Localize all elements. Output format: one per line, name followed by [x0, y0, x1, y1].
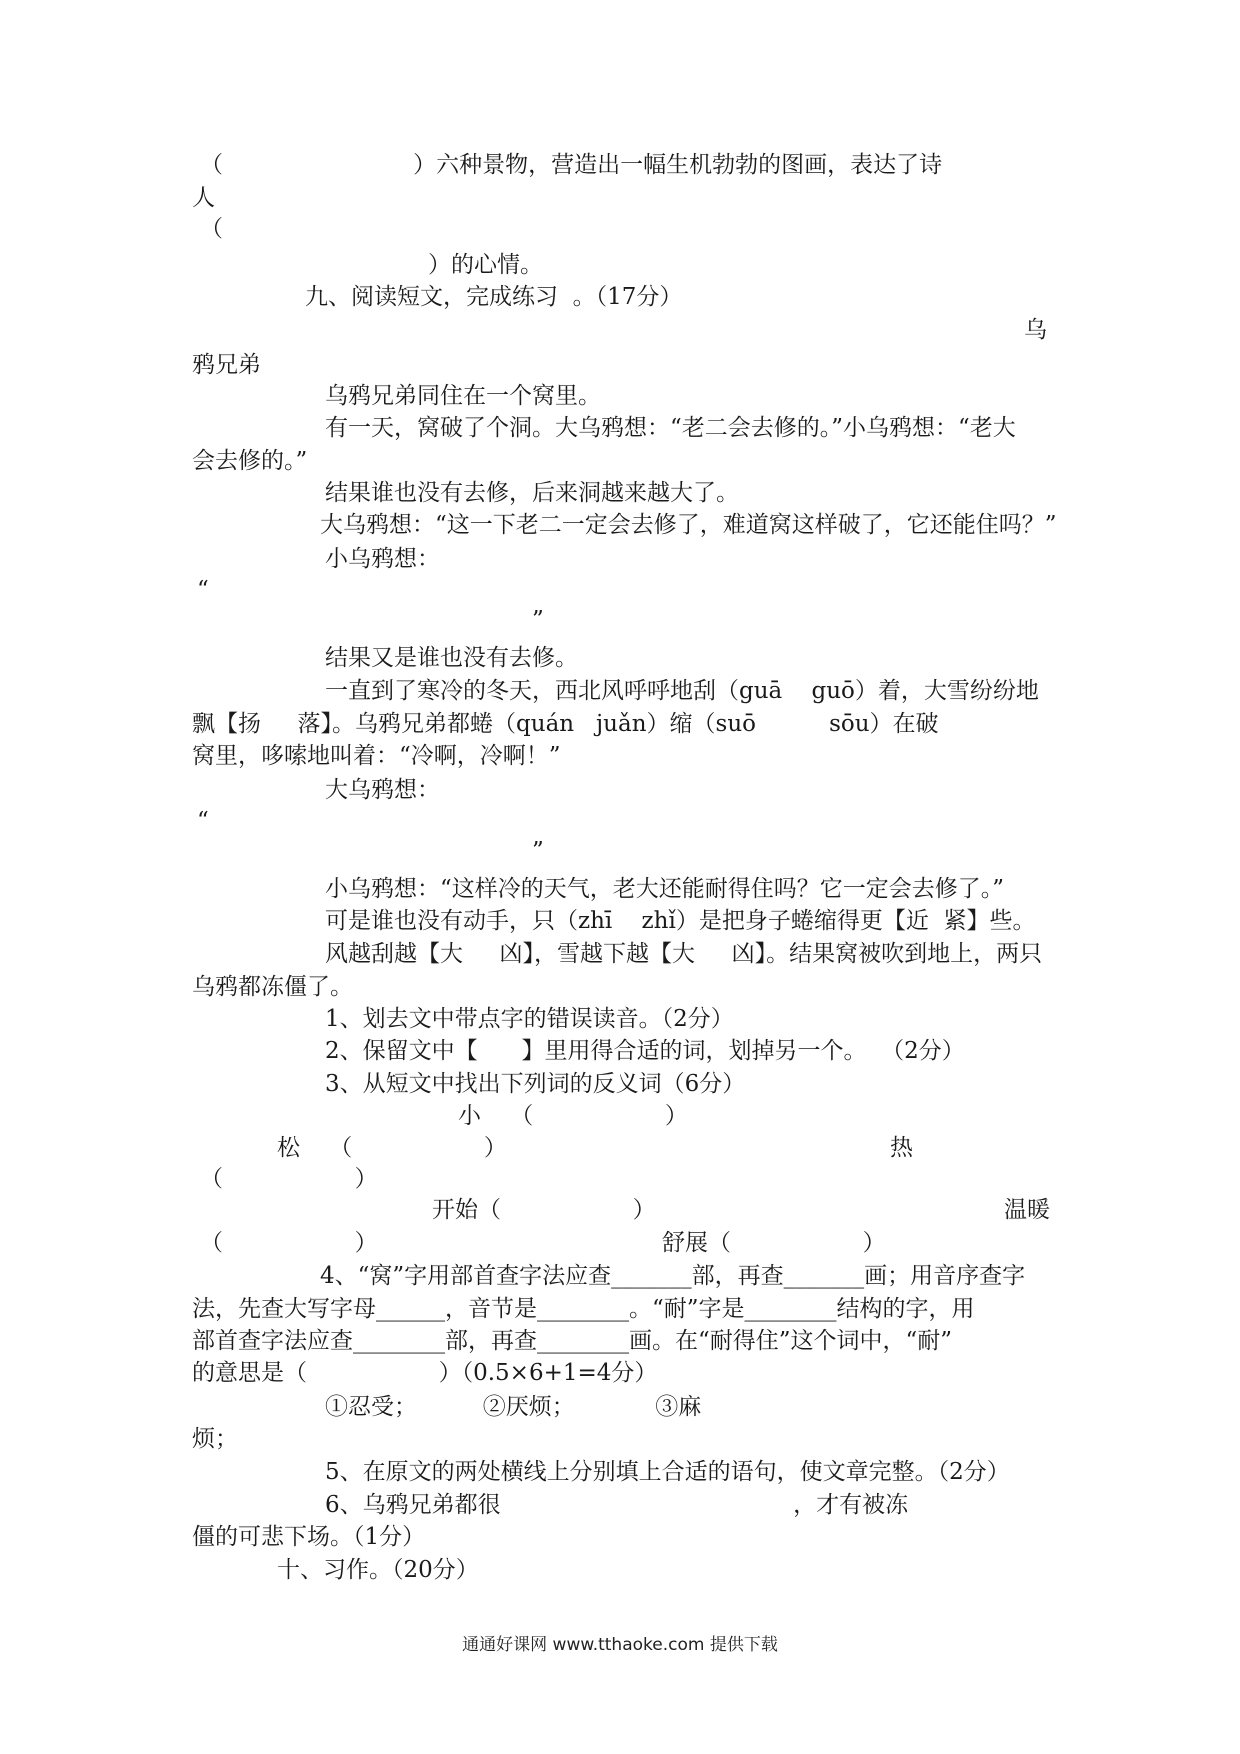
antonym-item: 松 （ ）	[277, 1135, 507, 1161]
antonym-item: 舒展（ ）	[662, 1230, 886, 1256]
story-paragraph: 小乌鸦想：	[325, 546, 440, 572]
text-line: ）的心情。	[428, 252, 543, 278]
question-4-options: ①忍受； ②厌烦； ③麻	[325, 1394, 702, 1420]
blank-open-quote: “	[197, 808, 209, 834]
story-paragraph: 可是谁也没有动手，只（zhī zhǐ）是把身子蜷缩得更【近 紧】些。	[325, 908, 1036, 934]
story-title-part: 鸦兄弟	[192, 352, 261, 378]
antonym-blank: （ ）	[200, 1230, 378, 1256]
story-paragraph: 有一天，窝破了个洞。大乌鸦想：“老二会去修的。”小乌鸦想：“老大	[325, 415, 1016, 441]
question-3: 3、从短文中找出下列词的反义词（6分）	[325, 1071, 746, 1097]
antonym-item: 开始（ ）	[432, 1197, 656, 1223]
story-paragraph: 小乌鸦想：“这样冷的天气，老大还能耐得住吗？它一定会去修了。”	[325, 876, 1005, 902]
question-2: 2、保留文中【 】里用得合适的词，划掉另一个。 （2分）	[325, 1038, 965, 1064]
question-6-cont: 僵的可悲下场。（1分）	[192, 1524, 426, 1550]
question-6: 6、乌鸦兄弟都很 ，才有被冻	[325, 1492, 909, 1518]
story-paragraph: 结果谁也没有去修，后来洞越来越大了。	[325, 480, 739, 506]
poem-answer-line: （ ）六种景物，营造出一幅生机勃勃的图画，表达了诗	[200, 152, 943, 178]
story-paragraph: 大乌鸦想：“这一下老二一定会去修了，难道窝这样破了，它还能住吗？”	[320, 512, 1057, 538]
blank-close-quote: ”	[532, 838, 544, 864]
antonym-item: 热	[890, 1135, 913, 1161]
story-paragraph: 会去修的。”	[192, 448, 308, 474]
story-paragraph: 乌鸦都冻僵了。	[192, 974, 353, 1000]
question-4-cont: 法，先查大写字母______，音节是________。“耐”字是________结构的字，用	[192, 1296, 975, 1322]
footer-credit: 通通好课网 www.tthaoke.com 提供下载	[462, 1635, 778, 1655]
question-5: 5、在原文的两处横线上分别填上合适的语句，使文章完整。（2分）	[325, 1459, 1010, 1485]
blank-close-quote: ”	[532, 607, 544, 633]
question-4-cont: 部首查字法应查________部，再查________画。在“耐得住”这个词中，“耐”	[192, 1328, 953, 1354]
blank-open-quote: “	[197, 577, 209, 603]
story-paragraph: 飘【扬 落】。乌鸦兄弟都蜷（quán juǎn）缩（suō sōu）在破	[192, 711, 939, 737]
question-4-options-cont: 烦；	[192, 1426, 238, 1452]
antonym-item: 小 （ ）	[458, 1103, 688, 1129]
text-line: （	[200, 216, 223, 242]
question-4-cont: 的意思是（ ）（0.5×6+1=4分）	[192, 1360, 658, 1386]
story-paragraph: 风越刮越【大 凶】，雪越下越【大 凶】。结果窝被吹到地上，两只	[325, 941, 1043, 967]
story-paragraph: 乌鸦兄弟同住在一个窝里。	[325, 383, 601, 409]
story-paragraph: 结果又是谁也没有去修。	[325, 645, 578, 671]
story-paragraph: 窝里，哆嗦地叫着：“冷啊，冷啊！”	[192, 743, 561, 769]
story-paragraph: 大乌鸦想：	[325, 777, 440, 803]
section-heading: 九、阅读短文，完成练习 。（17分）	[305, 284, 683, 310]
antonym-item: 温暖	[1004, 1197, 1050, 1223]
story-paragraph: 一直到了寒冷的冬天，西北风呼呼地刮（guā guō）着，大雪纷纷地	[325, 678, 1039, 704]
question-1: 1、划去文中带点字的错误读音。（2分）	[325, 1006, 734, 1032]
text-line: 人	[192, 185, 215, 211]
question-4: 4、“窝”字用部首查字法应查_______部，再查_______画；用音序查字	[320, 1263, 1026, 1289]
antonym-blank: （ ）	[200, 1166, 378, 1192]
section-heading: 十、习作。（20分）	[277, 1557, 479, 1583]
story-title-part: 乌	[1024, 317, 1047, 343]
